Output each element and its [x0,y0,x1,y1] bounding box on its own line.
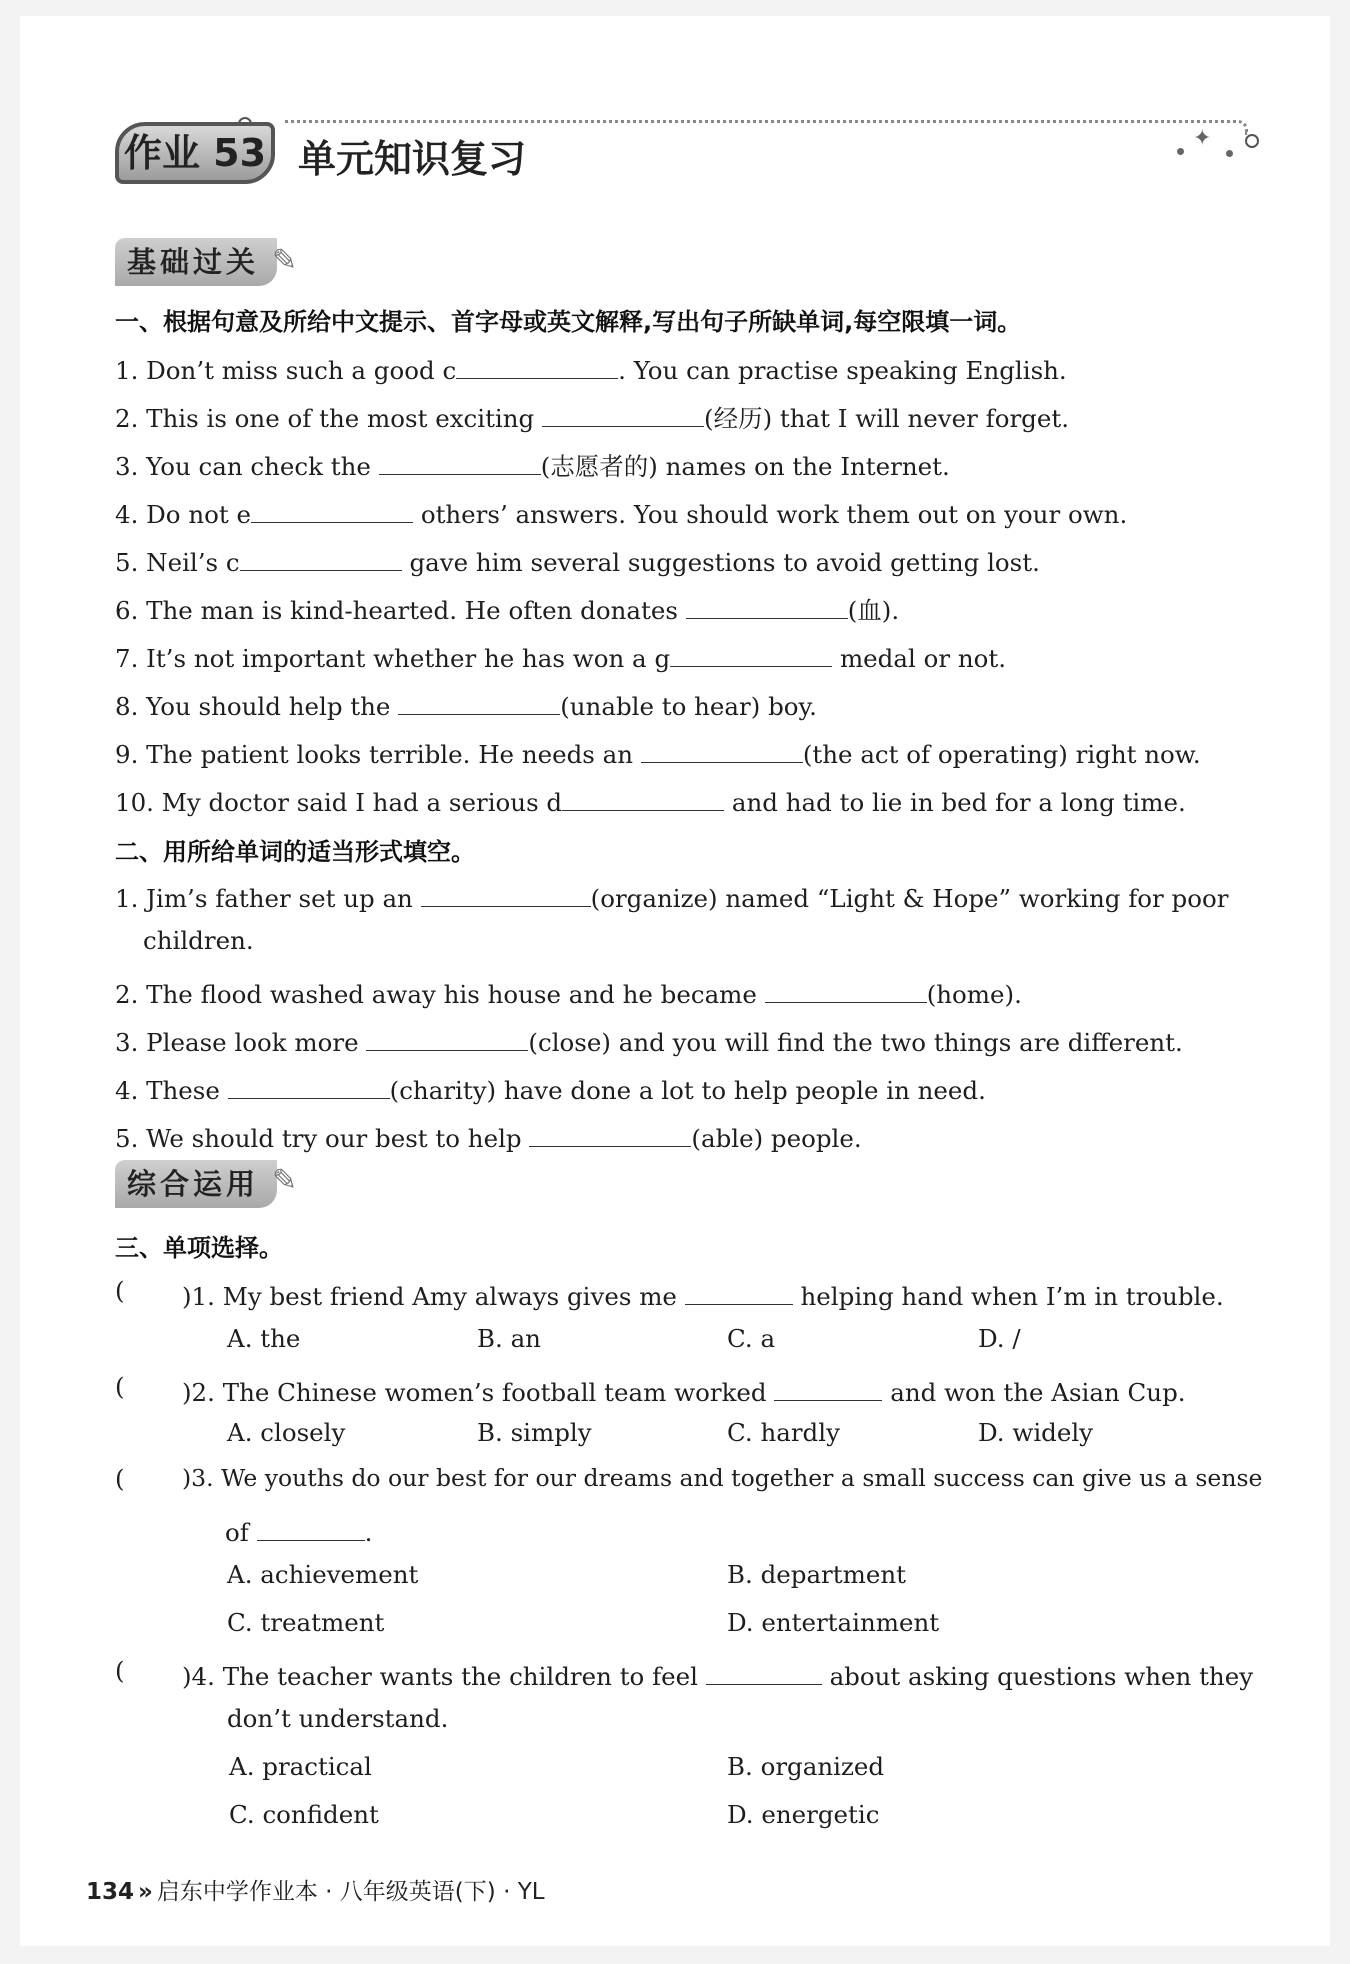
answer-blank[interactable] [562,782,724,811]
answer-blank[interactable] [706,1656,822,1685]
answer-blank[interactable] [765,974,927,1003]
question-line: 5. We should try our best to help (able) people. [115,1118,862,1153]
part3-heading: 三、单项选择。 [115,1234,283,1262]
answer-blank[interactable] [379,446,541,475]
part1-heading: 一、根据句意及所给中文提示、首字母或英文解释,写出句子所缺单词,每空限填一词。 [115,308,1022,336]
header-circle-icon [1245,134,1259,148]
option-d[interactable]: D. widely [978,1418,1094,1447]
homework-number-badge: 作业 53 [115,122,275,184]
option-d[interactable]: D. energetic [727,1800,880,1829]
part2-heading: 二、用所给单词的适当形式填空。 [115,838,475,866]
answer-blank[interactable] [228,1070,390,1099]
answer-blank[interactable] [456,350,618,379]
option-a[interactable]: A. practical [229,1752,372,1781]
question-line-continued: of . [225,1512,372,1547]
header-dot [1177,148,1184,155]
page-title: 单元知识复习 [298,137,527,181]
answer-blank[interactable] [421,878,591,907]
option-a[interactable]: A. the [227,1324,301,1353]
question-line: 2. The flood washed away his house and he became (home). [115,974,1022,1009]
section-tab-comprehensive: 综合运用 [115,1160,277,1208]
option-c[interactable]: C. treatment [227,1608,385,1637]
option-c[interactable]: C. hardly [727,1418,840,1447]
answer-blank[interactable] [686,590,848,619]
question-line: 7. It’s not important whether he has won a g medal or not. [115,638,1006,673]
question-line: 1. Don’t miss such a good c . You can practise speaking English. [115,350,1067,385]
question-line: 3. You can check the (志愿者的) names on the Internet. [115,446,950,483]
sparkle-icon: ✦ [1193,126,1212,151]
option-b[interactable]: B. organized [727,1752,885,1781]
answer-blank[interactable] [366,1022,528,1051]
question-line-continued: don’t understand. [227,1704,449,1733]
question-line: )3. We youths do our best for our dreams and together a small success can give us a sense [182,1464,1263,1492]
question-line: 6. The man is kind-hearted. He often donates (血). [115,590,899,627]
answer-paren[interactable]: ( [115,1276,125,1305]
option-b[interactable]: B. simply [477,1418,592,1447]
question-line: 2. This is one of the most exciting (经历) that I will never forget. [115,398,1069,435]
sparkle-pencil-icon: ✎ [272,1163,298,1198]
question-line-continued: children. [143,926,254,955]
book-title: 启东中学作业本 · 八年级英语(下) · YL [156,1879,545,1905]
answer-paren[interactable]: ( [115,1656,125,1685]
header-dot [1226,150,1233,157]
answer-blank[interactable] [251,494,413,523]
answer-blank[interactable] [398,686,560,715]
question-line: 8. You should help the (unable to hear) boy. [115,686,817,721]
question-line: 5. Neil’s c gave him several suggestions to avoid getting lost. [115,542,1040,577]
option-c[interactable]: C. a [727,1324,776,1353]
answer-blank[interactable] [240,542,402,571]
option-c[interactable]: C. confident [229,1800,379,1829]
section-tab-basics: 基础过关 [115,238,277,286]
answer-paren[interactable]: ( [115,1464,125,1493]
pencil-icon: ✎ [272,243,298,278]
question-line: 10. My doctor said I had a serious d and had to lie in bed for a long time. [115,782,1186,817]
option-d[interactable]: D. / [978,1324,1021,1353]
page-footer [86,1873,545,1906]
answer-blank[interactable] [529,1118,691,1147]
answer-blank[interactable] [670,638,832,667]
answer-blank[interactable] [641,734,803,763]
question-line: 1. Jim’s father set up an (organize) named “Light & Hope” working for poor [115,878,1228,913]
option-a[interactable]: A. closely [227,1418,346,1447]
chevron-right-icon: » [138,1879,153,1905]
question-line: 9. The patient looks terrible. He needs an (the act of operating) right now. [115,734,1201,769]
answer-blank[interactable] [685,1276,793,1305]
question-line: )1. My best friend Amy always gives me helping hand when I’m in trouble. [182,1276,1224,1311]
answer-blank[interactable] [774,1372,882,1401]
answer-blank[interactable] [257,1512,365,1541]
answer-paren[interactable]: ( [115,1372,125,1401]
question-line: )4. The teacher wants the children to feel about asking questions when they [182,1656,1253,1691]
page-number: 134 [86,1879,135,1905]
question-line: 4. Do not e others’ answers. You should work them out on your own. [115,494,1127,529]
question-line: )2. The Chinese women’s football team worked and won the Asian Cup. [182,1372,1186,1407]
option-b[interactable]: B. department [727,1560,906,1589]
answer-blank[interactable] [542,398,704,427]
question-line: 3. Please look more (close) and you will find the two things are different. [115,1022,1183,1057]
option-b[interactable]: B. an [477,1324,541,1353]
question-line: 4. These (charity) have done a lot to help people in need. [115,1070,986,1105]
option-d[interactable]: D. entertainment [727,1608,940,1637]
option-a[interactable]: A. achievement [227,1560,419,1589]
